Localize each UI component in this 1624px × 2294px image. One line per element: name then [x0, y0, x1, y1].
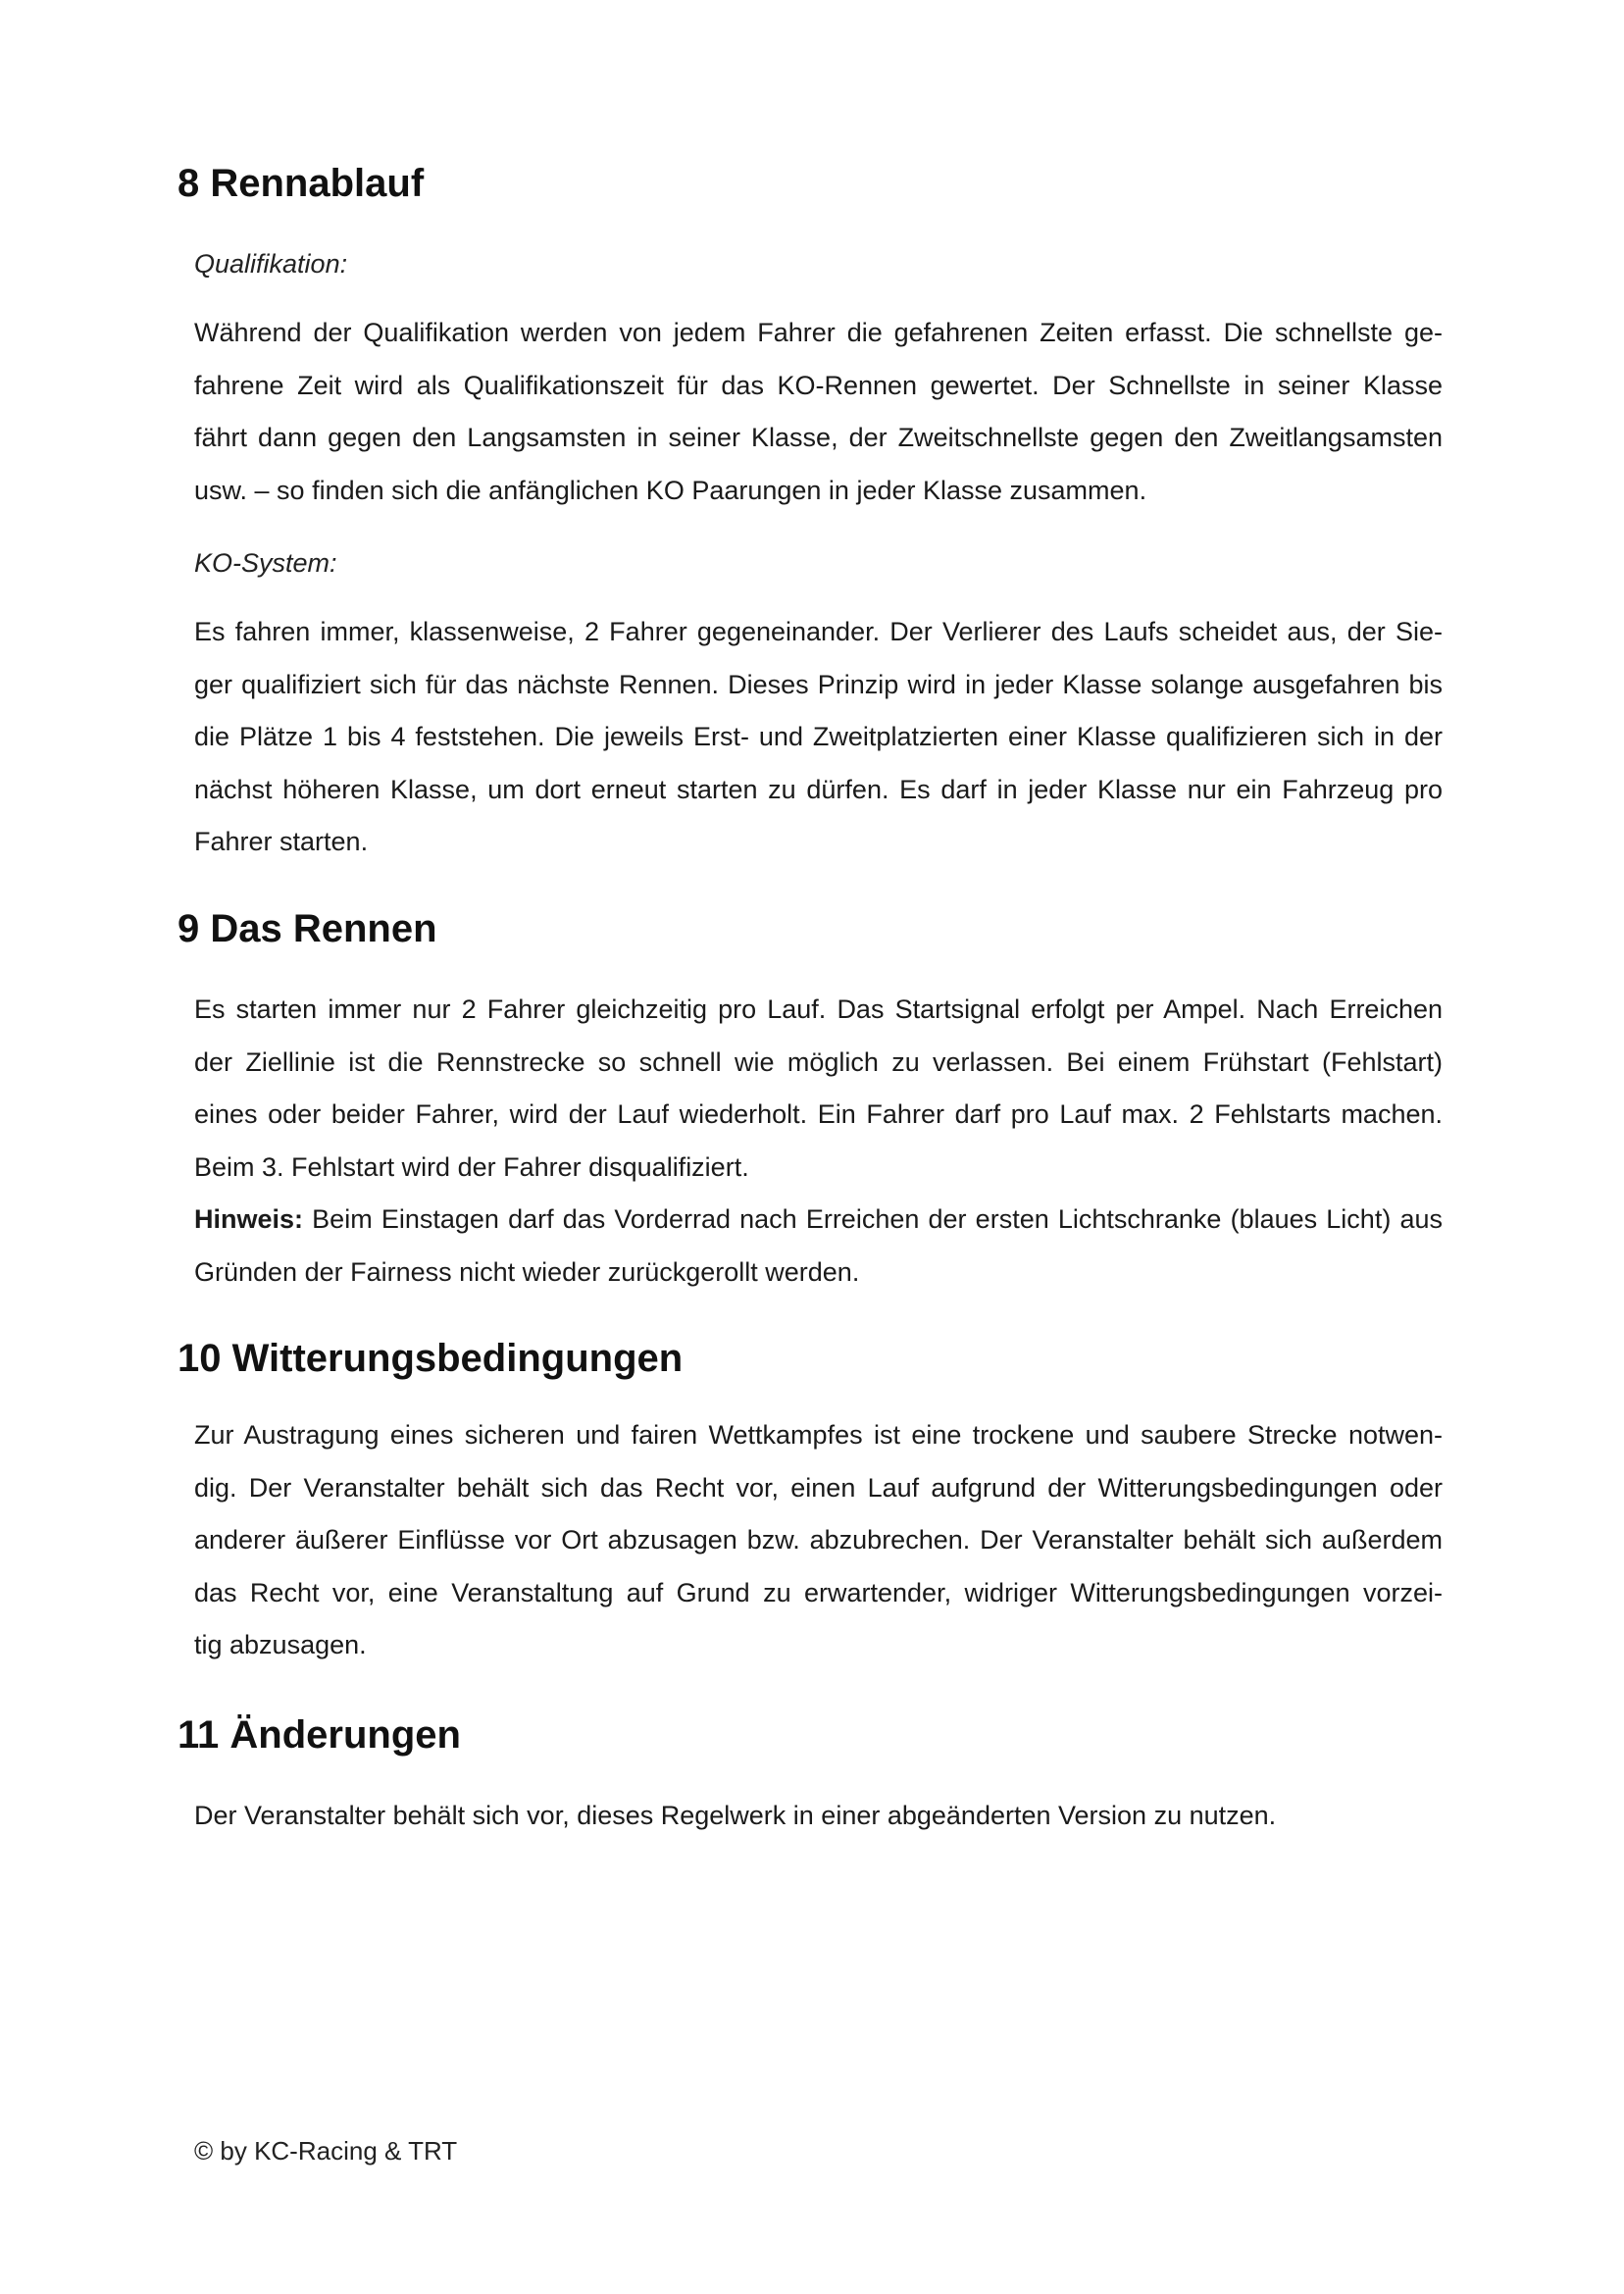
paragraph-line: tig abzusagen.: [194, 1630, 367, 1659]
section-heading-9: 9 Das Rennen: [178, 907, 437, 950]
subheading-qualifikation: Qualifikation:: [194, 249, 348, 279]
paragraph-qualifikation: [194, 307, 1443, 517]
note-line: [194, 1194, 1443, 1247]
paragraph-line: Es starten immer nur 2 Fahrer gleichzeitig pro Lauf. Das Startsignal erfolgt per Ampel. Nach Erreichen: [194, 994, 1443, 1024]
paragraph-witterung: [194, 1409, 1443, 1672]
subheading-ko-system: KO-System:: [194, 548, 337, 578]
paragraph-line: der Ziellinie ist die Rennstrecke so schnell wie möglich zu verlassen. Bei einem Frühstart (Fehlstart): [194, 1046, 1443, 1077]
paragraph-line: anderer äußerer Einflüsse vor Ort abzusagen bzw. abzubrechen. Der Veranstalter behält sich außerdem: [194, 1525, 1443, 1555]
paragraph-line: nächst höheren Klasse, um dort erneut starten zu dürfen. Es darf in jeder Klasse nur ein Fahrzeug pro: [194, 774, 1443, 804]
paragraph-line: Während der Qualifikation werden von jedem Fahrer die gefahrenen Zeiten erfasst. Die schnellste ge-: [194, 318, 1443, 347]
paragraph-line: Es fahren immer, klassenweise, 2 Fahrer gegeneinander. Der Verlierer des Laufs scheidet aus, der Sie-: [194, 617, 1443, 646]
note-label: Hinweis:: [194, 1204, 304, 1234]
paragraph-line: eines oder beider Fahrer, wird der Lauf wiederholt. Ein Fahrer darf pro Lauf max. 2 Fehlstarts machen.: [194, 1099, 1443, 1129]
paragraph-ko-system: [194, 606, 1443, 869]
paragraph-line: das Recht vor, eine Veranstaltung auf Grund zu erwartender, widriger Witterungsbedingungen vorzei-: [194, 1577, 1443, 1607]
section-heading-8: 8 Rennablauf: [178, 162, 425, 205]
footer-copyright: © by KC-Racing & TRT: [194, 2136, 458, 2166]
section-heading-11: 11 Änderungen: [178, 1713, 461, 1757]
note-text: Beim Einstagen darf das Vorderrad nach Erreichen der ersten Lichtschranke (blaues Licht) aus: [303, 1204, 1443, 1234]
paragraph-line: Beim 3. Fehlstart wird der Fahrer disqualifiziert.: [194, 1151, 749, 1182]
paragraph-line: ger qualifiziert sich für das nächste Rennen. Dieses Prinzip wird in jeder Klasse solange ausgefahren bis: [194, 669, 1443, 699]
paragraph-aenderungen: [194, 1790, 1443, 1843]
paragraph-line: Der Veranstalter behält sich vor, dieses Regelwerk in einer abgeänderten Version zu nutzen.: [194, 1801, 1277, 1830]
paragraph-line: dig. Der Veranstalter behält sich das Recht vor, einen Lauf aufgrund der Witterungsbedingungen oder: [194, 1472, 1443, 1503]
paragraph-line: Fahrer starten.: [194, 827, 369, 856]
paragraph-line: fährt dann gegen den Langsamsten in seiner Klasse, der Zweitschnellste gegen den Zweitlangsamsten: [194, 423, 1443, 452]
section-heading-10: 10 Witterungsbedingungen: [178, 1337, 684, 1380]
paragraph-line: die Plätze 1 bis 4 feststehen. Die jeweils Erst- und Zweitplatzierten einer Klasse qualifizieren sich in der: [194, 722, 1443, 751]
paragraph-line: fahrene Zeit wird als Qualifikationszeit für das KO-Rennen gewertet. Der Schnellste in seiner Klasse: [194, 370, 1443, 400]
note-line: Gründen der Fairness nicht wieder zurückgerollt werden.: [194, 1256, 860, 1287]
paragraph-line: Zur Austragung eines sicheren und fairen Wettkampfes ist eine trockene und saubere Strecke notwen-: [194, 1420, 1443, 1450]
paragraph-das-rennen: [194, 984, 1443, 1299]
paragraph-line: usw. – so finden sich die anfänglichen KO Paarungen in jeder Klasse zusammen.: [194, 475, 1147, 505]
